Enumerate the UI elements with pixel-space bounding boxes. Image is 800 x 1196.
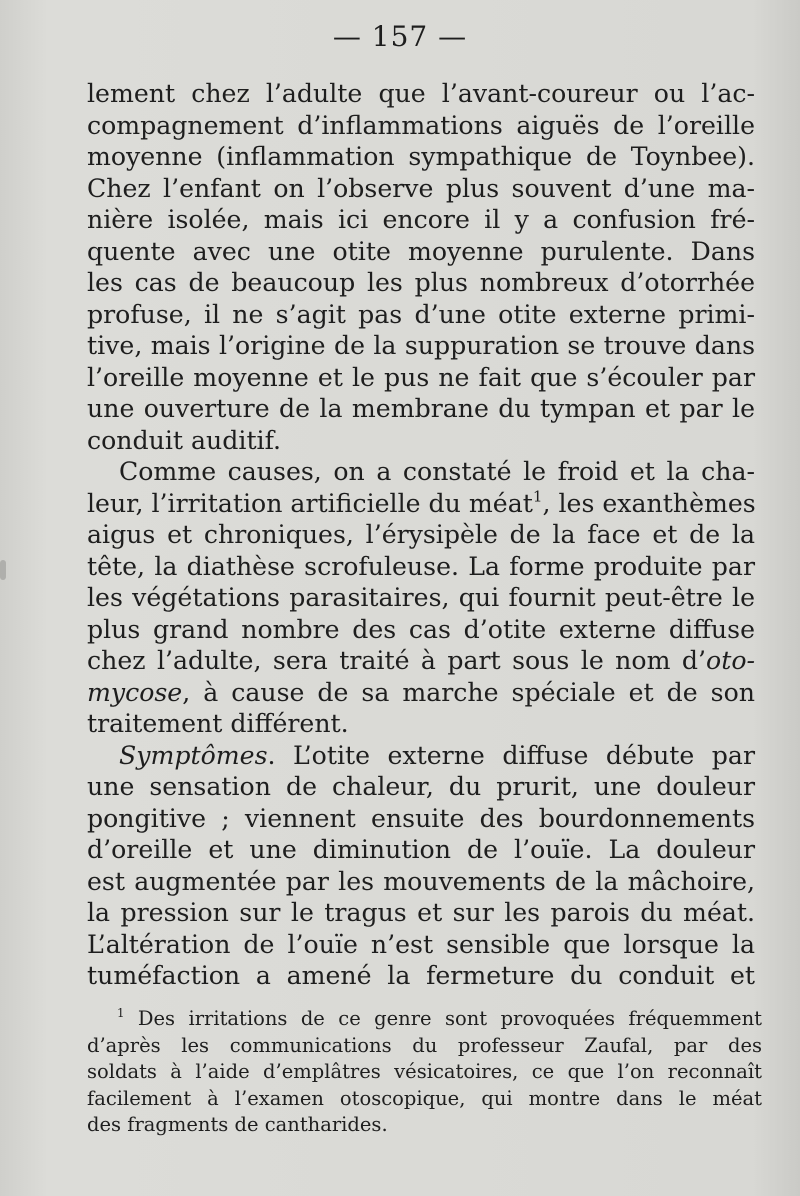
text-line: la pression sur le tragus et sur les parois du méat. (87, 898, 755, 927)
text-line: L’altération de l’ouïe n’est sensible que lorsque la (87, 929, 755, 959)
text-line: une ouverture de la membrane du tympan et par le (87, 394, 755, 423)
text-segment: Des irritations de ce genre sont provoquées fréquemment (124, 1007, 762, 1030)
text-line (87, 740, 755, 772)
text-segment: Comme causes, on a constaté le froid et la cha- (119, 457, 755, 486)
text-line: aigus et chroniques, l’érysipèle de la face et de la (87, 520, 755, 549)
text-line: les végétations parasitaires, qui fournit peut-être le (87, 583, 755, 612)
text-line: tive, mais l’origine de la suppuration se trouve dans (87, 331, 755, 360)
text-line: l’oreille moyenne et le pus ne fait que s’écouler par (87, 362, 755, 392)
text-line (87, 677, 755, 709)
footnote-line: des fragments de cantharides. (87, 1113, 388, 1136)
text-line: tuméfaction a amené la fermeture du conduit et (87, 961, 755, 990)
text-line: d’oreille et une diminution de l’ouïe. La douleur (87, 835, 755, 864)
text-line: pongitive ; viennent ensuite des bourdonnements (87, 803, 755, 833)
text-line (87, 488, 755, 520)
section-heading: Symptômes (119, 740, 268, 770)
text-segment: leur, l’irritation artificielle du méat (87, 488, 533, 518)
page-number: — 157 — (332, 20, 468, 53)
text-line: lement chez l’adulte que l’avant-coureur ou l’ac- (87, 79, 755, 108)
body-text (87, 78, 755, 992)
text-line: moyenne (inflammation sympathique de Toynbee). (87, 142, 755, 171)
italic-term: oto- (706, 646, 755, 675)
text-line: Chez l’enfant on l’observe plus souvent d’une ma- (87, 173, 755, 203)
text-line: les cas de beaucoup les plus nombreux d’otorrhée (87, 268, 755, 297)
text-line (87, 456, 755, 488)
text-line: profuse, il ne s’agit pas d’une otite externe primi- (87, 299, 755, 329)
footnote-line: facilement à l’examen otoscopique, qui montre dans le méat (87, 1086, 762, 1110)
text-line: compagnement d’inflammations aiguës de l’oreille (87, 110, 755, 140)
footnote-line: d’après les communications du professeur Zaufal, par des (87, 1033, 762, 1057)
text-line: tête, la diathèse scrofuleuse. La forme produite par (87, 551, 755, 581)
text-line: une sensation de chaleur, du prurit, une douleur (87, 772, 755, 801)
text-segment: . L’otite externe diffuse débute par (267, 740, 755, 770)
text-line: conduit auditif. (87, 425, 282, 455)
text-segment: chez l’adulte, sera traité à part sous le nom d’ (87, 646, 707, 675)
footnote-ref: 1 (532, 486, 543, 505)
text-line: plus grand nombre des cas d’otite externe diffuse (87, 614, 755, 644)
text-line: est augmentée par les mouvements de la mâchoire, (87, 866, 755, 896)
italic-term: mycose (87, 677, 183, 707)
footnote-line: soldats à l’aide d’emplâtres vésicatoires, ce que l’on reconnaît (87, 1060, 762, 1083)
text-line: traitement différent. (87, 709, 349, 738)
footnote (87, 1006, 762, 1139)
text-segment: , les exanthèmes (542, 488, 756, 518)
footnote-marker: 1 (117, 1005, 125, 1020)
footnote-line (87, 1006, 762, 1033)
text-line: nière isolée, mais ici encore il y a confusion fré- (87, 205, 755, 234)
page-edge-mark (0, 560, 6, 580)
text-segment: , à cause de sa marche spéciale et de son (182, 677, 755, 707)
text-line (87, 645, 755, 677)
text-line: quente avec une otite moyenne purulente. Dans (87, 236, 755, 266)
